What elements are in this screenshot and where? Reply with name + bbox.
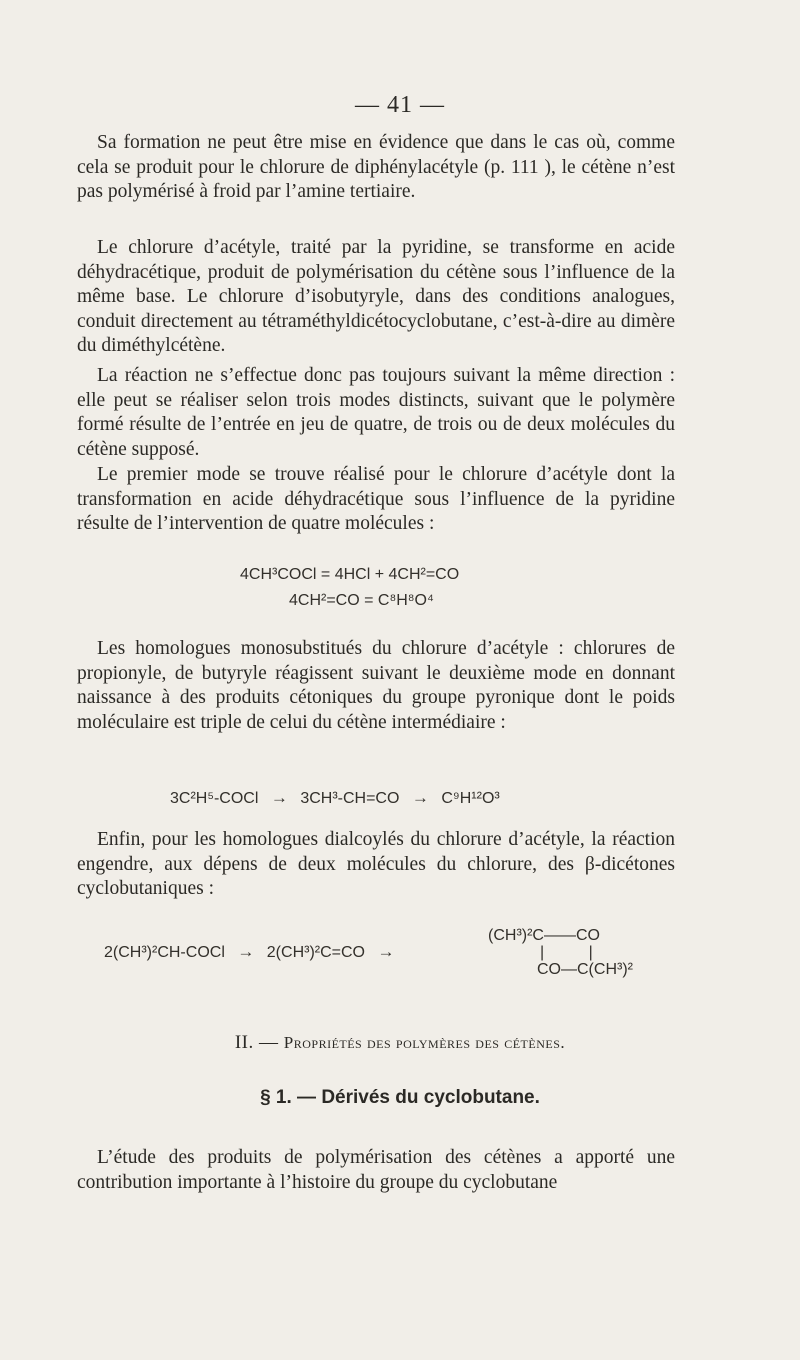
paragraph-7: L’étude des produits de polymérisation des cétènes a apporté une contribution importante à l’histoire du groupe du cyclobutane [77,1147,675,1193]
arrow-icon: → [377,942,395,961]
paragraph-5: Les homologues monosubstitués du chlorure d’acétyle : chlorures de propionyle, de butyryle réagissent suivant le deuxième mode en donnant naissance à des produits cétoniques du groupe pyronique dont le poids moléculaire est triple de celui du cétène intermédiaire : [77,638,675,733]
page-number: — 41 — [355,92,445,118]
arrow-icon: → [411,788,429,807]
equation-3 [170,788,500,808]
section-heading [0,1032,800,1054]
equation-4-intermediate: 2(CH³)²C=CO [266,944,365,961]
paragraph-2: Le chlorure d’acétyle, traité par la pyridine, se transforme en acide déhydracétique, produit de polymérisation du cétène sous l’influence de la même base. Le chlorure d’isobutyryle, dans des conditions analogues, conduit directement au tétraméthyldicétocyclobutane, c’est-à-dire au dimère du diméthylcétène. [77,237,675,356]
cyclobutane-ring-top: (CH³)²C——CO [488,927,600,944]
equation-4 [104,942,402,962]
section-numeral: II. — [234,1032,279,1053]
arrow-icon: → [270,788,288,807]
paragraph-1: Sa formation ne peut être mise en évidence que dans le cas où, comme cela se produit pour le chlorure de diphénylacétyle (p. 111 ), le cétène n’est pas polymérisé à froid par l’amine tertiaire. [77,132,675,202]
cyclobutane-ring-bottom: CO—C(CH³)² [537,961,633,978]
equation-2-lhs: 4CH²=CO [289,592,360,609]
equation-3-intermediate: 3CH³-CH=CO [300,790,400,807]
paragraph-3: La réaction ne s’effectue donc pas toujours suivant la même direction : elle peut se réaliser selon trois modes distincts, suivant que le polymère formé résulte de l’entrée en jeu de quatre, de trois ou de deux molécules du cétène supposé. [77,365,675,460]
subsection-heading: § 1. — Dérivés du cyclobutane. [260,1087,540,1108]
equation-3-reactant: 3C²H⁵-COCl [170,790,259,807]
paragraph-4: Le premier mode se trouve réalisé pour le chlorure d’acétyle dont la transformation en acide déhydracétique sous l’influence de la pyridine résulte de l’intervention de quatre molécules : [77,464,675,534]
section-title: Propriétés des polymères des cétènes. [283,1033,566,1052]
equation-2-rhs: = C⁸H⁸O⁴ [364,592,434,609]
paragraph-6: Enfin, pour les homologues dialcoylés du chlorure d’acétyle, la réaction engendre, aux dépens de deux molécules du chlorure, des β-dicétones cyclobutaniques : [77,829,675,899]
equation-4-reactant: 2(CH³)²CH-COCl [104,944,225,961]
equation-1 [240,566,459,584]
equation-2 [289,592,434,610]
equation-3-product: C⁹H¹²O³ [441,790,500,807]
arrow-icon: → [237,942,255,961]
cyclobutane-ring-bonds: | | [540,944,593,961]
equation-1-lhs: 4CH³COCl [240,566,317,583]
equation-1-rhs: = 4HCl + 4CH²=CO [320,566,460,583]
